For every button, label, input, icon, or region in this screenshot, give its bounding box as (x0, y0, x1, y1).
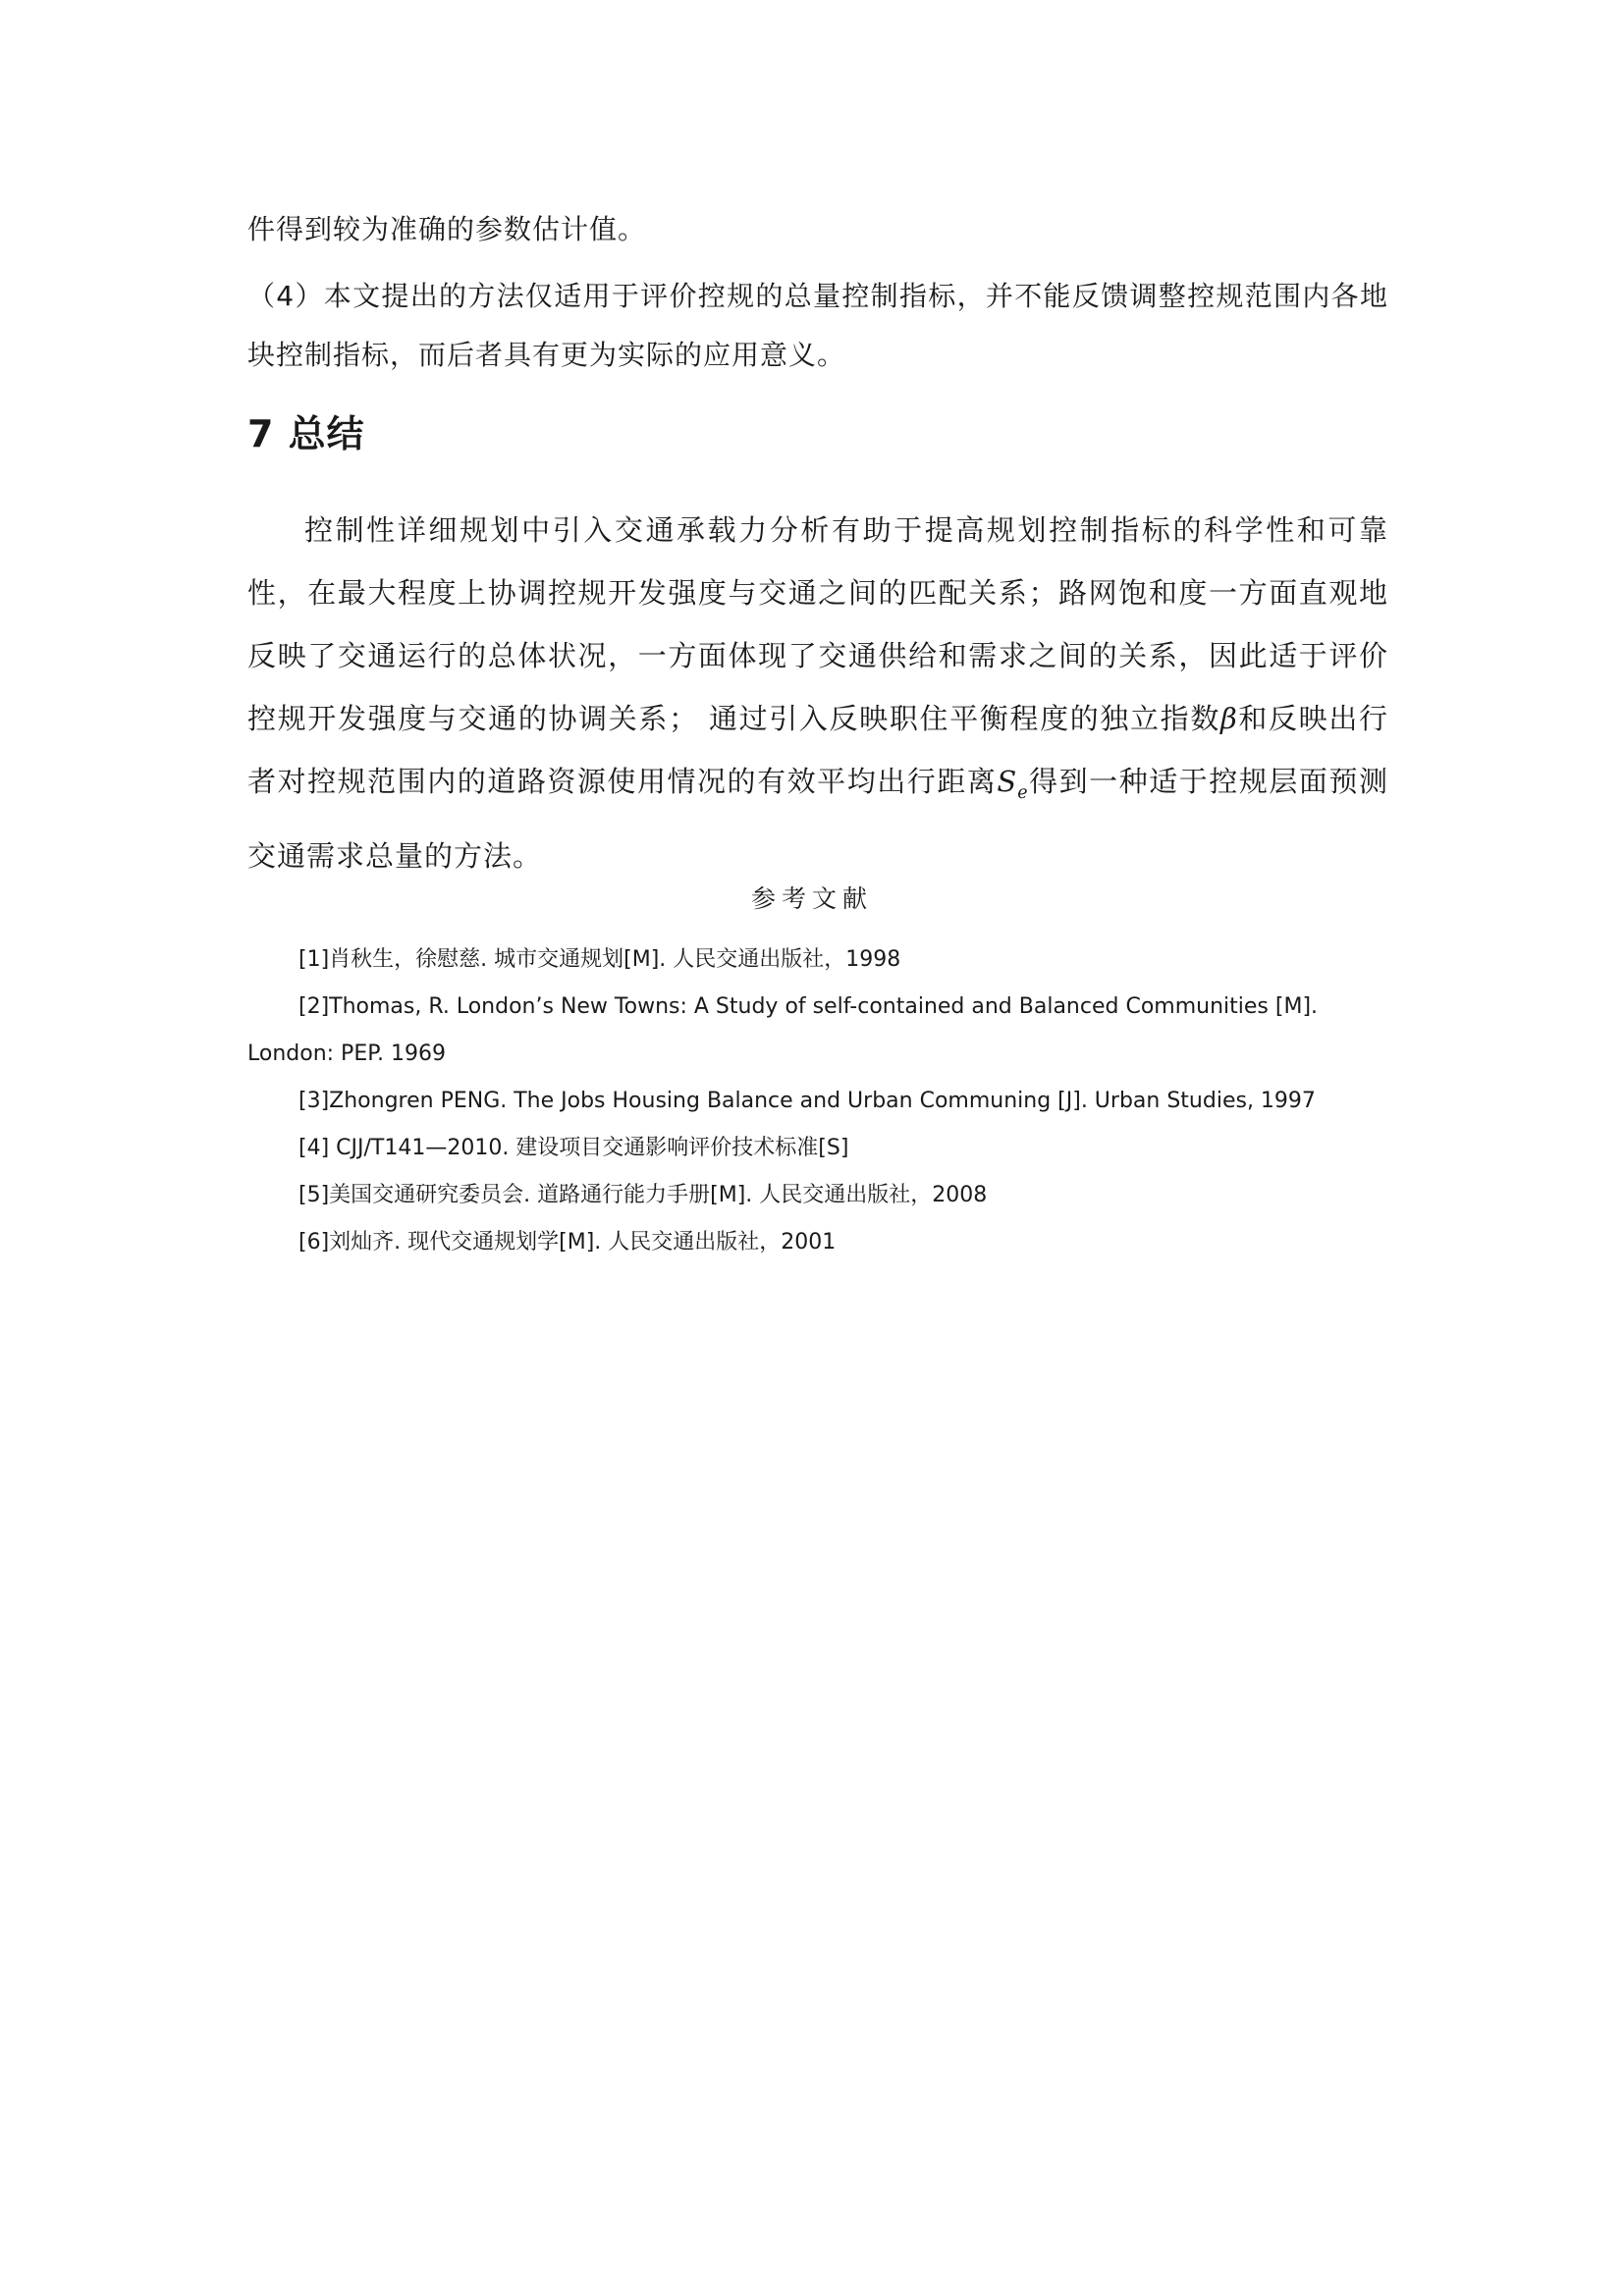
reference-item: [2]Thomas, R. London’s New Towns: A Study of self-contained and Balanced Communities [M]. London: PEP. 1969 (247, 994, 1319, 1066)
summary-text-part1: 控制性详细规划中引入交通承载力分析有助于提高规划控制指标的科学性和可靠性，在最大程度上协调控规开发强度与交通之间的匹配关系；路网饱和度一方面直观地反映了交通运行的总体状况，一方面体现了交通供给和需求之间的关系，因此适于评价控规开发强度与交通的协调关系； 通过引入反映职住平衡程度的独立指数 (247, 513, 1388, 735)
reference-item: [6]刘灿齐. 现代交通规划学[M]. 人民交通出版社，2001 (298, 1230, 837, 1255)
beta-symbol: β (1219, 702, 1238, 735)
se-symbol (997, 765, 1029, 803)
se-sub: e (1017, 782, 1029, 803)
summary-text-part2: 和反映出行者对控规范围内的道路资源使用情况的有效平均出行距离 (247, 702, 1388, 798)
se-main: S (997, 765, 1018, 798)
continued-paragraph: 件得到较为准确的参数估计值。 (247, 213, 647, 245)
section-heading: 7 总结 (247, 412, 365, 455)
reference-item: [5]美国交通研究委员会. 道路通行能力手册[M]. 人民交通出版社，2008 (298, 1183, 988, 1207)
limitation-item-4: （4）本文提出的方法仅适用于评价控规的总量控制指标，并不能反馈调整控规范围内各地块控制指标，而后者具有更为实际的应用意义。 (247, 280, 1388, 371)
summary-paragraph (247, 499, 1388, 887)
reference-item: [1]肖秋生，徐慰慈. 城市交通规划[M]. 人民交通出版社，1998 (298, 947, 901, 972)
references-list (247, 936, 1388, 1266)
reference-item: [3]Zhongren PENG. The Jobs Housing Balance and Urban Communing [J]. Urban Studies, 1997 (298, 1089, 1316, 1113)
references-title: 参考文献 (750, 884, 873, 913)
summary-text-part3: 得到一种适于控规层面预测交通需求总量的方法。 (247, 765, 1388, 873)
reference-item: [4] CJJ/T141—2010. 建设项目交通影响评价技术标准[S] (298, 1136, 849, 1160)
